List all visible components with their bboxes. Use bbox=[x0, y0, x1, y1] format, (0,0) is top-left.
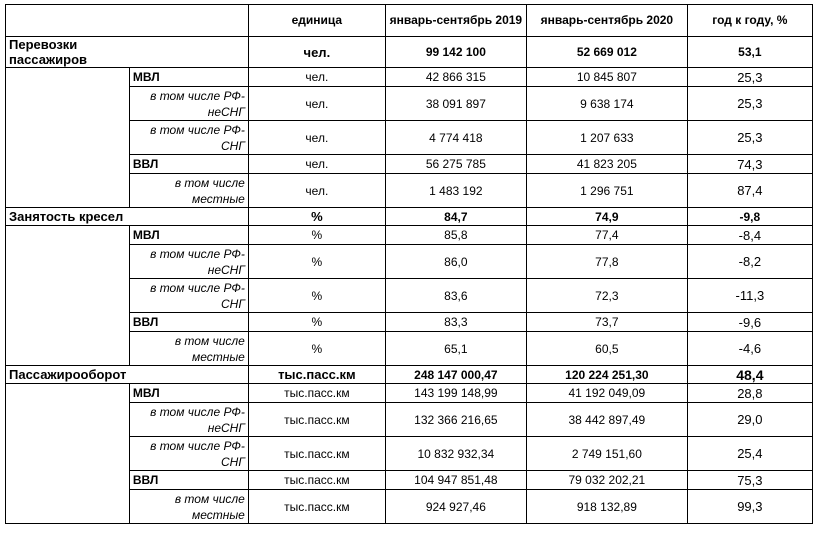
row-unit: % bbox=[248, 245, 385, 279]
row-label: в том числе РФ- неСНГ bbox=[129, 403, 248, 437]
value-2020: 41 192 049,09 bbox=[526, 384, 687, 403]
value-2020: 74,9 bbox=[526, 208, 687, 226]
value-2019: 99 142 100 bbox=[385, 37, 526, 68]
value-2020: 60,5 bbox=[526, 332, 687, 366]
table-header-row bbox=[6, 5, 813, 37]
row-unit: тыс.пасс.км bbox=[248, 384, 385, 403]
value-yoy: -9,6 bbox=[687, 313, 812, 332]
value-yoy: 75,3 bbox=[687, 471, 812, 490]
value-yoy: 28,8 bbox=[687, 384, 812, 403]
table-row bbox=[6, 313, 813, 332]
value-yoy: -4,6 bbox=[687, 332, 812, 366]
row-label: ВВЛ bbox=[129, 155, 248, 174]
value-yoy: 99,3 bbox=[687, 490, 812, 524]
value-2020: 77,4 bbox=[526, 226, 687, 245]
row-label: в том числе РФ- СНГ bbox=[129, 121, 248, 155]
value-2019: 83,6 bbox=[385, 279, 526, 313]
table-row bbox=[6, 174, 813, 208]
table-row bbox=[6, 155, 813, 174]
value-2020: 73,7 bbox=[526, 313, 687, 332]
row-unit: тыс.пасс.км bbox=[248, 437, 385, 471]
row-unit: тыс.пасс.км bbox=[248, 471, 385, 490]
row-label: ВВЛ bbox=[129, 471, 248, 490]
value-2019: 132 366 216,65 bbox=[385, 403, 526, 437]
air-traffic-stats-table bbox=[5, 4, 813, 524]
table-row bbox=[6, 87, 813, 121]
table-row bbox=[6, 68, 813, 87]
value-2020: 41 823 205 bbox=[526, 155, 687, 174]
table-row bbox=[6, 226, 813, 245]
section-title: Занятость кресел bbox=[6, 208, 130, 226]
row-label: МВЛ bbox=[129, 384, 248, 403]
value-2019: 1 483 192 bbox=[385, 174, 526, 208]
row-unit: тыс.пасс.км bbox=[248, 403, 385, 437]
table-row bbox=[6, 245, 813, 279]
value-2019: 42 866 315 bbox=[385, 68, 526, 87]
value-2020: 2 749 151,60 bbox=[526, 437, 687, 471]
table-row bbox=[6, 490, 813, 524]
value-yoy: 25,3 bbox=[687, 87, 812, 121]
value-2020: 1 296 751 bbox=[526, 174, 687, 208]
value-2020: 1 207 633 bbox=[526, 121, 687, 155]
header-period-2020: январь-сентябрь 2020 bbox=[526, 5, 687, 37]
row-label: в том числе РФ- СНГ bbox=[129, 279, 248, 313]
table-row bbox=[6, 403, 813, 437]
table-row bbox=[6, 121, 813, 155]
section-title: Пассажирооборот bbox=[6, 366, 130, 384]
value-2019: 86,0 bbox=[385, 245, 526, 279]
row-label: в том числе РФ- неСНГ bbox=[129, 87, 248, 121]
value-yoy: 25,3 bbox=[687, 121, 812, 155]
header-unit: единица bbox=[248, 5, 385, 37]
value-2020: 9 638 174 bbox=[526, 87, 687, 121]
row-label: в том числе местные bbox=[129, 332, 248, 366]
row-label: в том числе местные bbox=[129, 490, 248, 524]
value-2020: 72,3 bbox=[526, 279, 687, 313]
value-yoy: 48,4 bbox=[687, 366, 812, 384]
table-row bbox=[6, 471, 813, 490]
section-total-row bbox=[6, 37, 813, 68]
row-unit: % bbox=[248, 226, 385, 245]
value-2020: 52 669 012 bbox=[526, 37, 687, 68]
row-unit: чел. bbox=[248, 174, 385, 208]
value-yoy: 25,3 bbox=[687, 68, 812, 87]
value-2019: 248 147 000,47 bbox=[385, 366, 526, 384]
value-2019: 104 947 851,48 bbox=[385, 471, 526, 490]
table-row bbox=[6, 437, 813, 471]
value-2020: 38 442 897,49 bbox=[526, 403, 687, 437]
row-unit: чел. bbox=[248, 155, 385, 174]
section-unit: % bbox=[248, 208, 385, 226]
row-label: МВЛ bbox=[129, 68, 248, 87]
row-label: в том числе местные bbox=[129, 174, 248, 208]
section-total-row bbox=[6, 208, 813, 226]
row-label: МВЛ bbox=[129, 226, 248, 245]
section-passengers bbox=[6, 37, 813, 208]
value-2019: 143 199 148,99 bbox=[385, 384, 526, 403]
header-blank-cell bbox=[6, 5, 249, 37]
value-yoy: -11,3 bbox=[687, 279, 812, 313]
value-yoy: 87,4 bbox=[687, 174, 812, 208]
value-yoy: -8,2 bbox=[687, 245, 812, 279]
value-2019: 924 927,46 bbox=[385, 490, 526, 524]
section-total-row bbox=[6, 366, 813, 384]
value-2019: 10 832 932,34 bbox=[385, 437, 526, 471]
value-2019: 56 275 785 bbox=[385, 155, 526, 174]
value-2019: 83,3 bbox=[385, 313, 526, 332]
value-2019: 4 774 418 bbox=[385, 121, 526, 155]
row-label: в том числе РФ- неСНГ bbox=[129, 245, 248, 279]
section-unit: чел. bbox=[248, 37, 385, 68]
header-yoy: год к году, % bbox=[687, 5, 812, 37]
table-row bbox=[6, 332, 813, 366]
row-unit: тыс.пасс.км bbox=[248, 490, 385, 524]
value-2020: 79 032 202,21 bbox=[526, 471, 687, 490]
value-2019: 84,7 bbox=[385, 208, 526, 226]
row-label: ВВЛ bbox=[129, 313, 248, 332]
value-2020: 77,8 bbox=[526, 245, 687, 279]
section-seat-load bbox=[6, 208, 813, 366]
value-2019: 85,8 bbox=[385, 226, 526, 245]
row-unit: % bbox=[248, 279, 385, 313]
value-yoy: -8,4 bbox=[687, 226, 812, 245]
section-title: Перевозки пассажиров bbox=[6, 37, 130, 68]
stats-table-wrapper bbox=[5, 4, 813, 524]
value-2020: 10 845 807 bbox=[526, 68, 687, 87]
table-row bbox=[6, 279, 813, 313]
value-yoy: 53,1 bbox=[687, 37, 812, 68]
row-label: в том числе РФ- СНГ bbox=[129, 437, 248, 471]
row-unit: чел. bbox=[248, 68, 385, 87]
value-yoy: -9,8 bbox=[687, 208, 812, 226]
value-2019: 38 091 897 bbox=[385, 87, 526, 121]
value-yoy: 25,4 bbox=[687, 437, 812, 471]
row-unit: чел. bbox=[248, 87, 385, 121]
value-yoy: 74,3 bbox=[687, 155, 812, 174]
row-unit: чел. bbox=[248, 121, 385, 155]
row-unit: % bbox=[248, 313, 385, 332]
table-row bbox=[6, 384, 813, 403]
section-passenger-turnover bbox=[6, 366, 813, 524]
value-yoy: 29,0 bbox=[687, 403, 812, 437]
header-period-2019: январь-сентябрь 2019 bbox=[385, 5, 526, 37]
section-unit: тыс.пасс.км bbox=[248, 366, 385, 384]
value-2020: 918 132,89 bbox=[526, 490, 687, 524]
value-2019: 65,1 bbox=[385, 332, 526, 366]
row-unit: % bbox=[248, 332, 385, 366]
value-2020: 120 224 251,30 bbox=[526, 366, 687, 384]
